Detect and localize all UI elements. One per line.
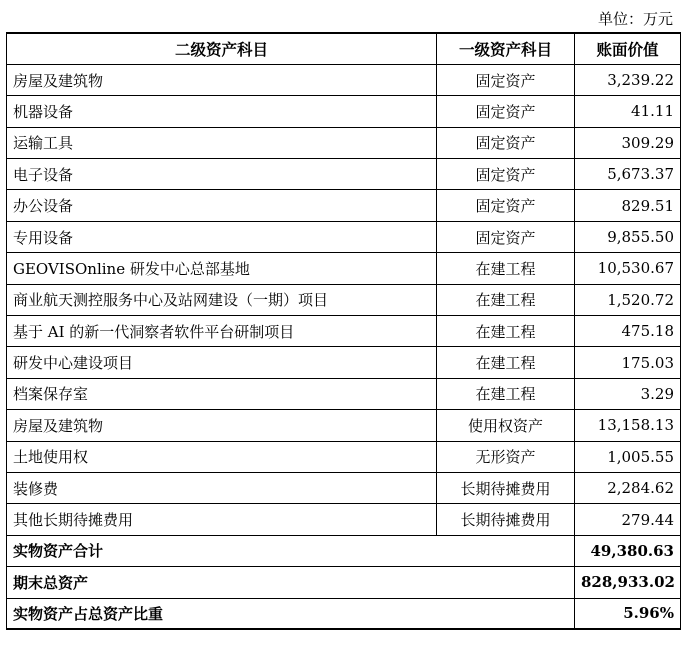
header-secondary-account: 二级资产科目 <box>7 33 437 64</box>
summary-row <box>7 535 681 566</box>
book-value-cell: 1,005.55 <box>575 441 681 472</box>
secondary-account-cell: GEOVISOnline 研发中心总部基地 <box>7 253 437 284</box>
asset-table <box>6 32 681 630</box>
summary-label: 实物资产合计 <box>7 535 575 566</box>
table-row <box>7 96 681 127</box>
book-value-cell: 41.11 <box>575 96 681 127</box>
summary-label: 实物资产占总资产比重 <box>7 598 575 629</box>
primary-account-cell: 长期待摊费用 <box>437 472 575 503</box>
primary-account-cell: 固定资产 <box>437 190 575 221</box>
table-row <box>7 472 681 503</box>
book-value-cell: 279.44 <box>575 504 681 535</box>
primary-account-cell: 在建工程 <box>437 347 575 378</box>
primary-account-cell: 固定资产 <box>437 221 575 252</box>
primary-account-cell: 固定资产 <box>437 159 575 190</box>
summary-value: 49,380.63 <box>575 535 681 566</box>
table-row <box>7 504 681 535</box>
book-value-cell: 3,239.22 <box>575 64 681 95</box>
secondary-account-cell: 档案保存室 <box>7 378 437 409</box>
book-value-cell: 309.29 <box>575 127 681 158</box>
secondary-account-cell: 机器设备 <box>7 96 437 127</box>
primary-account-cell: 在建工程 <box>437 378 575 409</box>
summary-value: 5.96% <box>575 598 681 629</box>
book-value-cell: 9,855.50 <box>575 221 681 252</box>
table-row <box>7 441 681 472</box>
table-row <box>7 316 681 347</box>
book-value-cell: 3.29 <box>575 378 681 409</box>
table-row <box>7 378 681 409</box>
book-value-cell: 10,530.67 <box>575 253 681 284</box>
table-row <box>7 221 681 252</box>
primary-account-cell: 长期待摊费用 <box>437 504 575 535</box>
primary-account-cell: 在建工程 <box>437 284 575 315</box>
primary-account-cell: 使用权资产 <box>437 410 575 441</box>
table-row <box>7 410 681 441</box>
table-row <box>7 64 681 95</box>
table-body <box>7 64 681 629</box>
header-book-value: 账面价值 <box>575 33 681 64</box>
secondary-account-cell: 其他长期待摊费用 <box>7 504 437 535</box>
table-row <box>7 159 681 190</box>
secondary-account-cell: 研发中心建设项目 <box>7 347 437 378</box>
table-row <box>7 127 681 158</box>
book-value-cell: 475.18 <box>575 316 681 347</box>
book-value-cell: 829.51 <box>575 190 681 221</box>
table-row <box>7 190 681 221</box>
book-value-cell: 2,284.62 <box>575 472 681 503</box>
secondary-account-cell: 运输工具 <box>7 127 437 158</box>
unit-label: 单位：万元 <box>597 10 673 28</box>
book-value-cell: 175.03 <box>575 347 681 378</box>
summary-label: 期末总资产 <box>7 567 575 598</box>
book-value-cell: 13,158.13 <box>575 410 681 441</box>
table-row <box>7 347 681 378</box>
primary-account-cell: 在建工程 <box>437 253 575 284</box>
secondary-account-cell: 装修费 <box>7 472 437 503</box>
table-row <box>7 284 681 315</box>
table-header-row <box>7 33 681 64</box>
secondary-account-cell: 电子设备 <box>7 159 437 190</box>
secondary-account-cell: 基于 AI 的新一代洞察者软件平台研制项目 <box>7 316 437 347</box>
book-value-cell: 5,673.37 <box>575 159 681 190</box>
secondary-account-cell: 专用设备 <box>7 221 437 252</box>
primary-account-cell: 固定资产 <box>437 127 575 158</box>
primary-account-cell: 无形资产 <box>437 441 575 472</box>
primary-account-cell: 固定资产 <box>437 96 575 127</box>
book-value-cell: 1,520.72 <box>575 284 681 315</box>
header-primary-account: 一级资产科目 <box>437 33 575 64</box>
summary-row <box>7 567 681 598</box>
summary-value: 828,933.02 <box>575 567 681 598</box>
secondary-account-cell: 房屋及建筑物 <box>7 64 437 95</box>
primary-account-cell: 固定资产 <box>437 64 575 95</box>
secondary-account-cell: 商业航天测控服务中心及站网建设（一期）项目 <box>7 284 437 315</box>
secondary-account-cell: 土地使用权 <box>7 441 437 472</box>
summary-row <box>7 598 681 629</box>
secondary-account-cell: 办公设备 <box>7 190 437 221</box>
table-row <box>7 253 681 284</box>
primary-account-cell: 在建工程 <box>437 316 575 347</box>
secondary-account-cell: 房屋及建筑物 <box>7 410 437 441</box>
